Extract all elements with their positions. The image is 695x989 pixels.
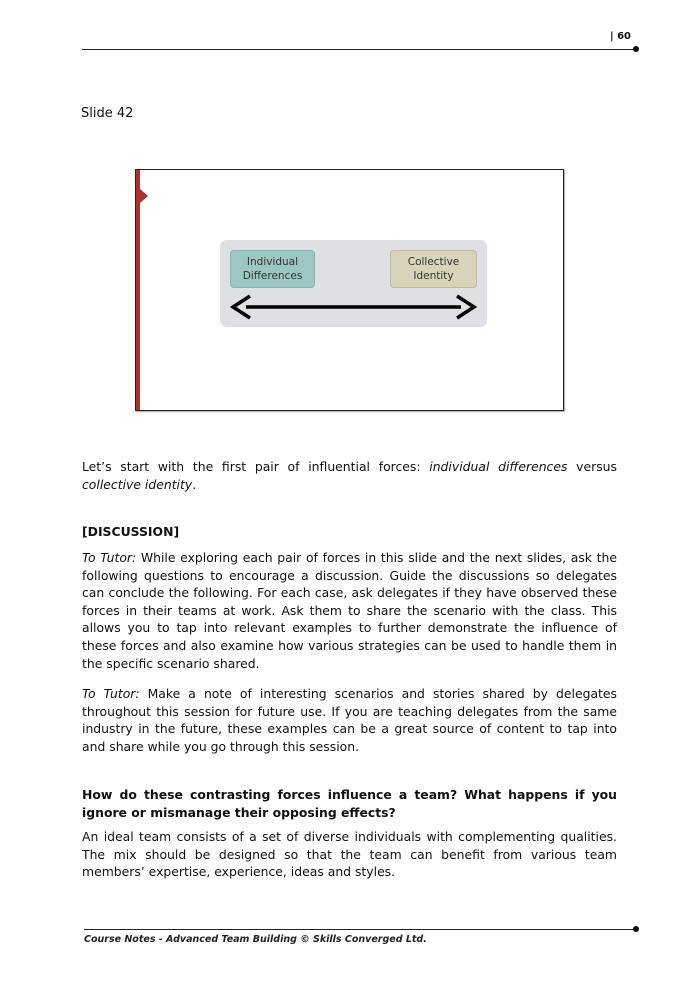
left-box-line2: Differences: [242, 270, 303, 282]
slide-thumbnail: [135, 169, 564, 411]
tutor-note-2-label: To Tutor:: [82, 686, 140, 701]
slide-heading: Slide 42: [81, 106, 134, 121]
footer-text: Course Notes - Advanced Team Building © Skills Converged Ltd.: [84, 934, 427, 945]
header-page-number: | 60: [609, 31, 631, 42]
question-heading: [82, 786, 617, 821]
footer-rule: [84, 929, 635, 930]
intro-mid: versus: [567, 459, 617, 474]
individual-differences-box: [230, 250, 315, 288]
slide-red-bar: [136, 170, 140, 410]
left-box-line1: Individual: [246, 256, 299, 268]
collective-identity-box: [390, 250, 477, 288]
right-box-line1: Collective: [407, 256, 460, 268]
intro-paragraph: [82, 458, 617, 493]
tutor-note-1-text: While exploring each pair of forces in this slide and the next slides, ask the following questions to encourage a discussion. Guide the discussions so delegates can conclude the following. For each case, ask delegates if they have observed these forces in their teams at work. Ask them to share the scenario with the class. This allows you to tap into relevant examples to further demonstrate the influence of these forces and also examine how various strategies can be used to handle them in the specific scenario shared.: [82, 550, 617, 671]
header-rule: [82, 49, 636, 50]
intro-term-individual: individual differences: [429, 459, 568, 474]
double-arrow-icon: [230, 294, 477, 320]
discussion-label: [DISCUSSION]: [82, 524, 180, 539]
tutor-note-1: [82, 549, 617, 672]
intro-term-collective: collective identity: [82, 476, 193, 492]
forces-diagram: [220, 240, 487, 327]
slide-red-triangle: [140, 189, 148, 203]
footer-rule-dot: [633, 926, 639, 932]
right-box-line2: Identity: [413, 270, 454, 282]
tutor-note-1-label: To Tutor:: [82, 550, 137, 565]
answer-paragraph: An ideal team consists of a set of diverse individuals with complementing qualities. The mix should be designed so that the team can benefit from various team members’ expertise, experience, ideas and styles.: [82, 829, 617, 880]
intro-lead: Let’s start with the first pair of influential forces:: [82, 459, 430, 474]
header-rule-dot: [633, 46, 639, 52]
tutor-note-2-text: Make a note of interesting scenarios and stories shared by delegates throughout this session for future use. If you are teaching delegates from the same industry in the future, these examples can be a great source of content to tap into and share while you go through this session.: [82, 686, 617, 754]
tutor-note-2: [82, 685, 617, 755]
intro-end: .: [192, 476, 197, 492]
question-text: How do these contrasting forces influence a team? What happens if you ignore or mismanage their opposing effects?: [82, 787, 617, 820]
